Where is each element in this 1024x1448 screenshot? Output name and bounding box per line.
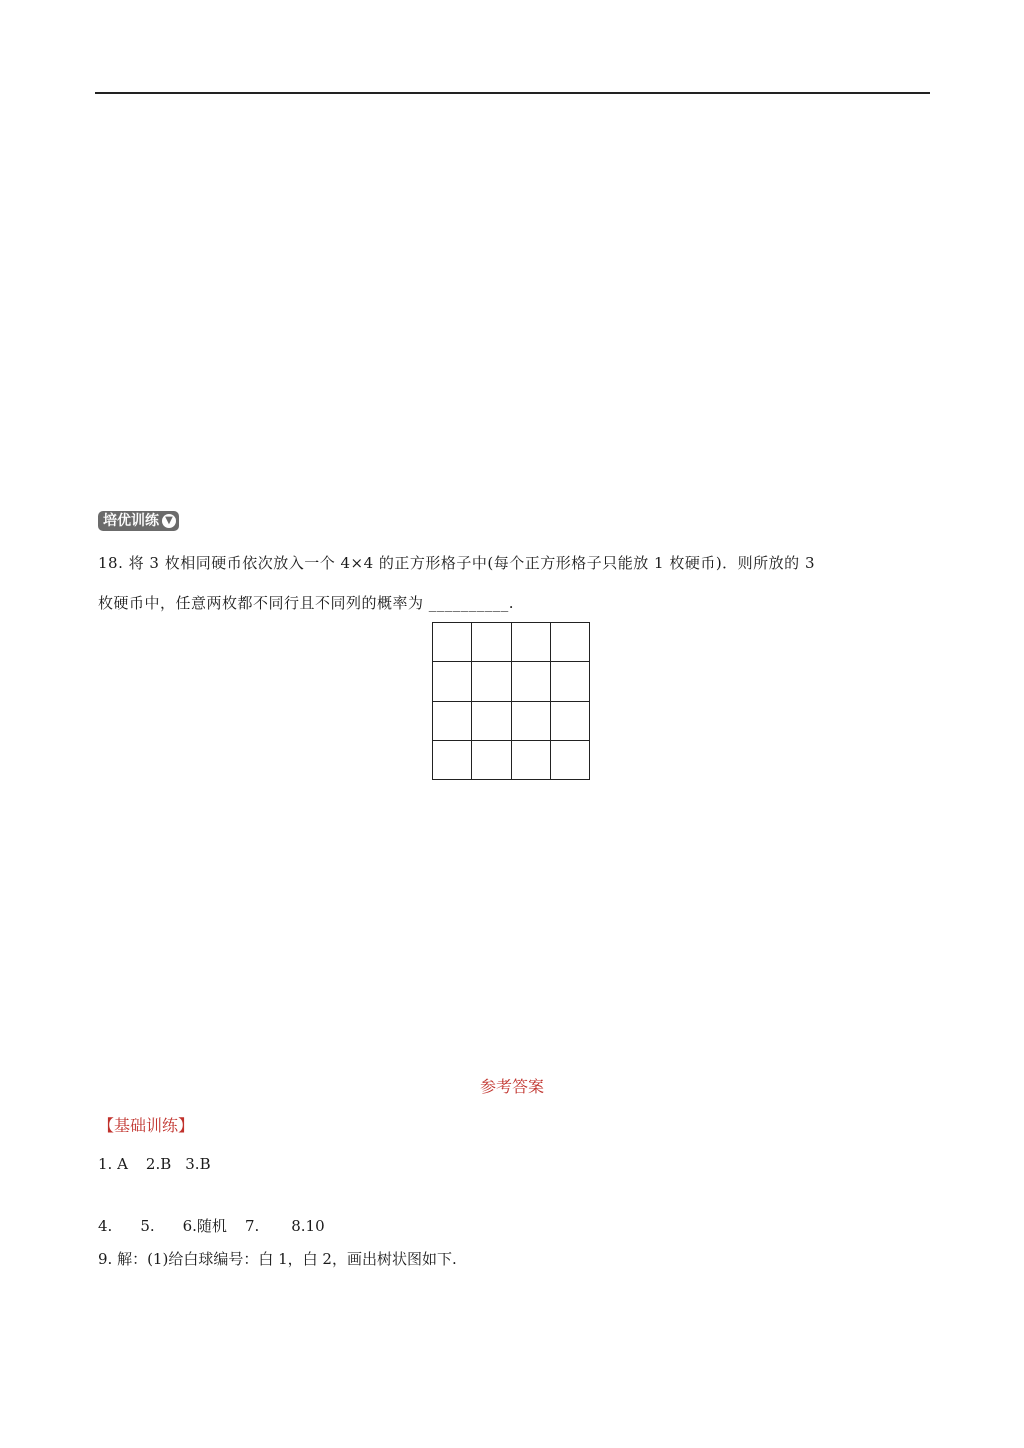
answer-6: 6.随机 xyxy=(182,1217,227,1235)
answers-title: 参考答案 xyxy=(479,1077,544,1096)
grid-cell xyxy=(512,741,551,780)
grid-cell xyxy=(512,623,551,662)
answers-row-1 xyxy=(98,1155,211,1173)
answer-2: 2.B xyxy=(145,1155,172,1173)
basic-training-label: 【基础训练】 xyxy=(98,1116,195,1135)
grid-cell xyxy=(551,623,590,662)
grid-cell xyxy=(472,623,511,662)
badge-label: 培优训练 xyxy=(103,513,159,529)
arrow-down-circle-icon: ▼ xyxy=(162,514,176,528)
answers-row-2 xyxy=(98,1215,325,1236)
grid-cell xyxy=(472,741,511,780)
answer-1: 1. A xyxy=(98,1155,128,1173)
question-18-line-2: 枚硬币中，任意两枚都不同行且不同列的概率为 __________. xyxy=(98,594,515,612)
grid-cell xyxy=(472,662,511,701)
grid-cell xyxy=(472,702,511,741)
answer-3: 3.B xyxy=(185,1155,211,1173)
answer-5: 5. xyxy=(140,1217,155,1235)
question-18-line-1: 18. 将 3 枚相同硬币依次放入一个 4×4 的正方形格子中(每个正方形格子只能放 1 枚硬币)．则所放的 3 xyxy=(98,554,815,572)
answer-7: 7. xyxy=(244,1217,260,1235)
answer-9-line: 9. 解：(1)给白球编号：白 1，白 2，画出树状图如下. xyxy=(98,1250,457,1268)
grid-cell xyxy=(433,662,472,701)
answer-4: 4. xyxy=(98,1217,113,1235)
grid-cell xyxy=(551,741,590,780)
grid-cell xyxy=(433,623,472,662)
grid-cell xyxy=(512,662,551,701)
grid-cell xyxy=(551,702,590,741)
section-badge xyxy=(98,511,179,531)
answer-8: 8.10 xyxy=(291,1217,325,1235)
header-rule xyxy=(95,92,930,94)
grid-cell xyxy=(551,662,590,701)
grid-cell xyxy=(433,702,472,741)
grid-cell xyxy=(512,702,551,741)
square-grid-4x4 xyxy=(432,622,590,780)
grid-cell xyxy=(433,741,472,780)
